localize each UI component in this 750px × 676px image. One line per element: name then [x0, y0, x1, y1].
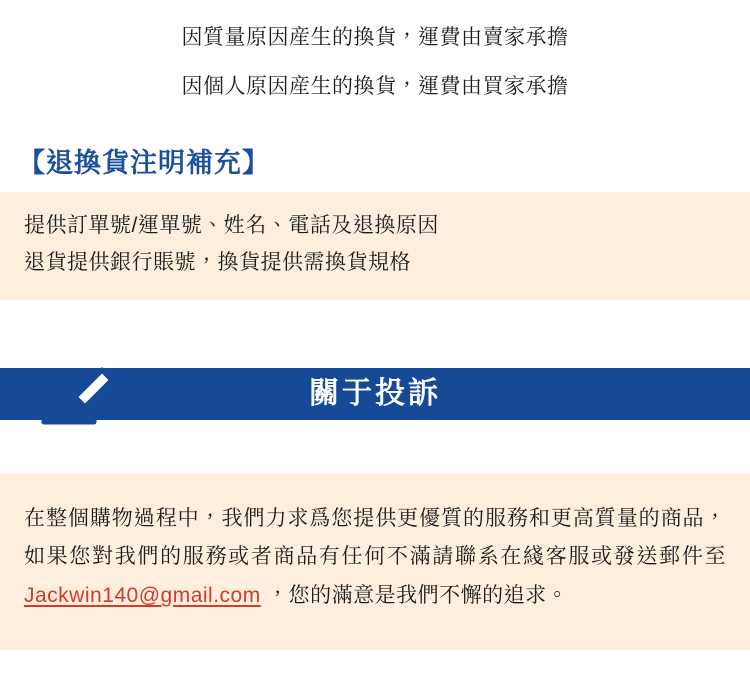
note-line: 退貨提供銀行賬號，換貨提供需換貨規格	[24, 250, 411, 274]
policy-line: 因個人原因産生的換貨，運費由買家承擔	[181, 74, 569, 98]
closing-text-after: ，您的滿意是我們不懈的追求。	[260, 584, 569, 608]
policy-line: 因質量原因産生的換貨，運費由賣家承擔	[181, 26, 569, 49]
notes-block	[0, 192, 750, 300]
note-line: 提供訂單號/運單號、姓名、電話及退換原因	[24, 214, 439, 238]
support-email-link[interactable]: Jackwin140@gmail.com	[24, 584, 261, 608]
policy-lines	[0, 0, 750, 111]
banner-title: 關于投訴	[309, 376, 441, 410]
closing-text-before: 在整個購物過程中，我們力求爲您提供更優質的服務和更高質量的商品，如果您對我們的服務或者商品有任何不滿請聯系在綫客服或發送郵件至	[24, 506, 726, 569]
notes-heading: 【退換貨注明補充】	[18, 148, 270, 179]
pencil-edit-icon	[34, 352, 114, 430]
complaint-banner	[0, 352, 750, 430]
closing-paragraph	[24, 500, 726, 617]
closing-block	[0, 474, 750, 651]
